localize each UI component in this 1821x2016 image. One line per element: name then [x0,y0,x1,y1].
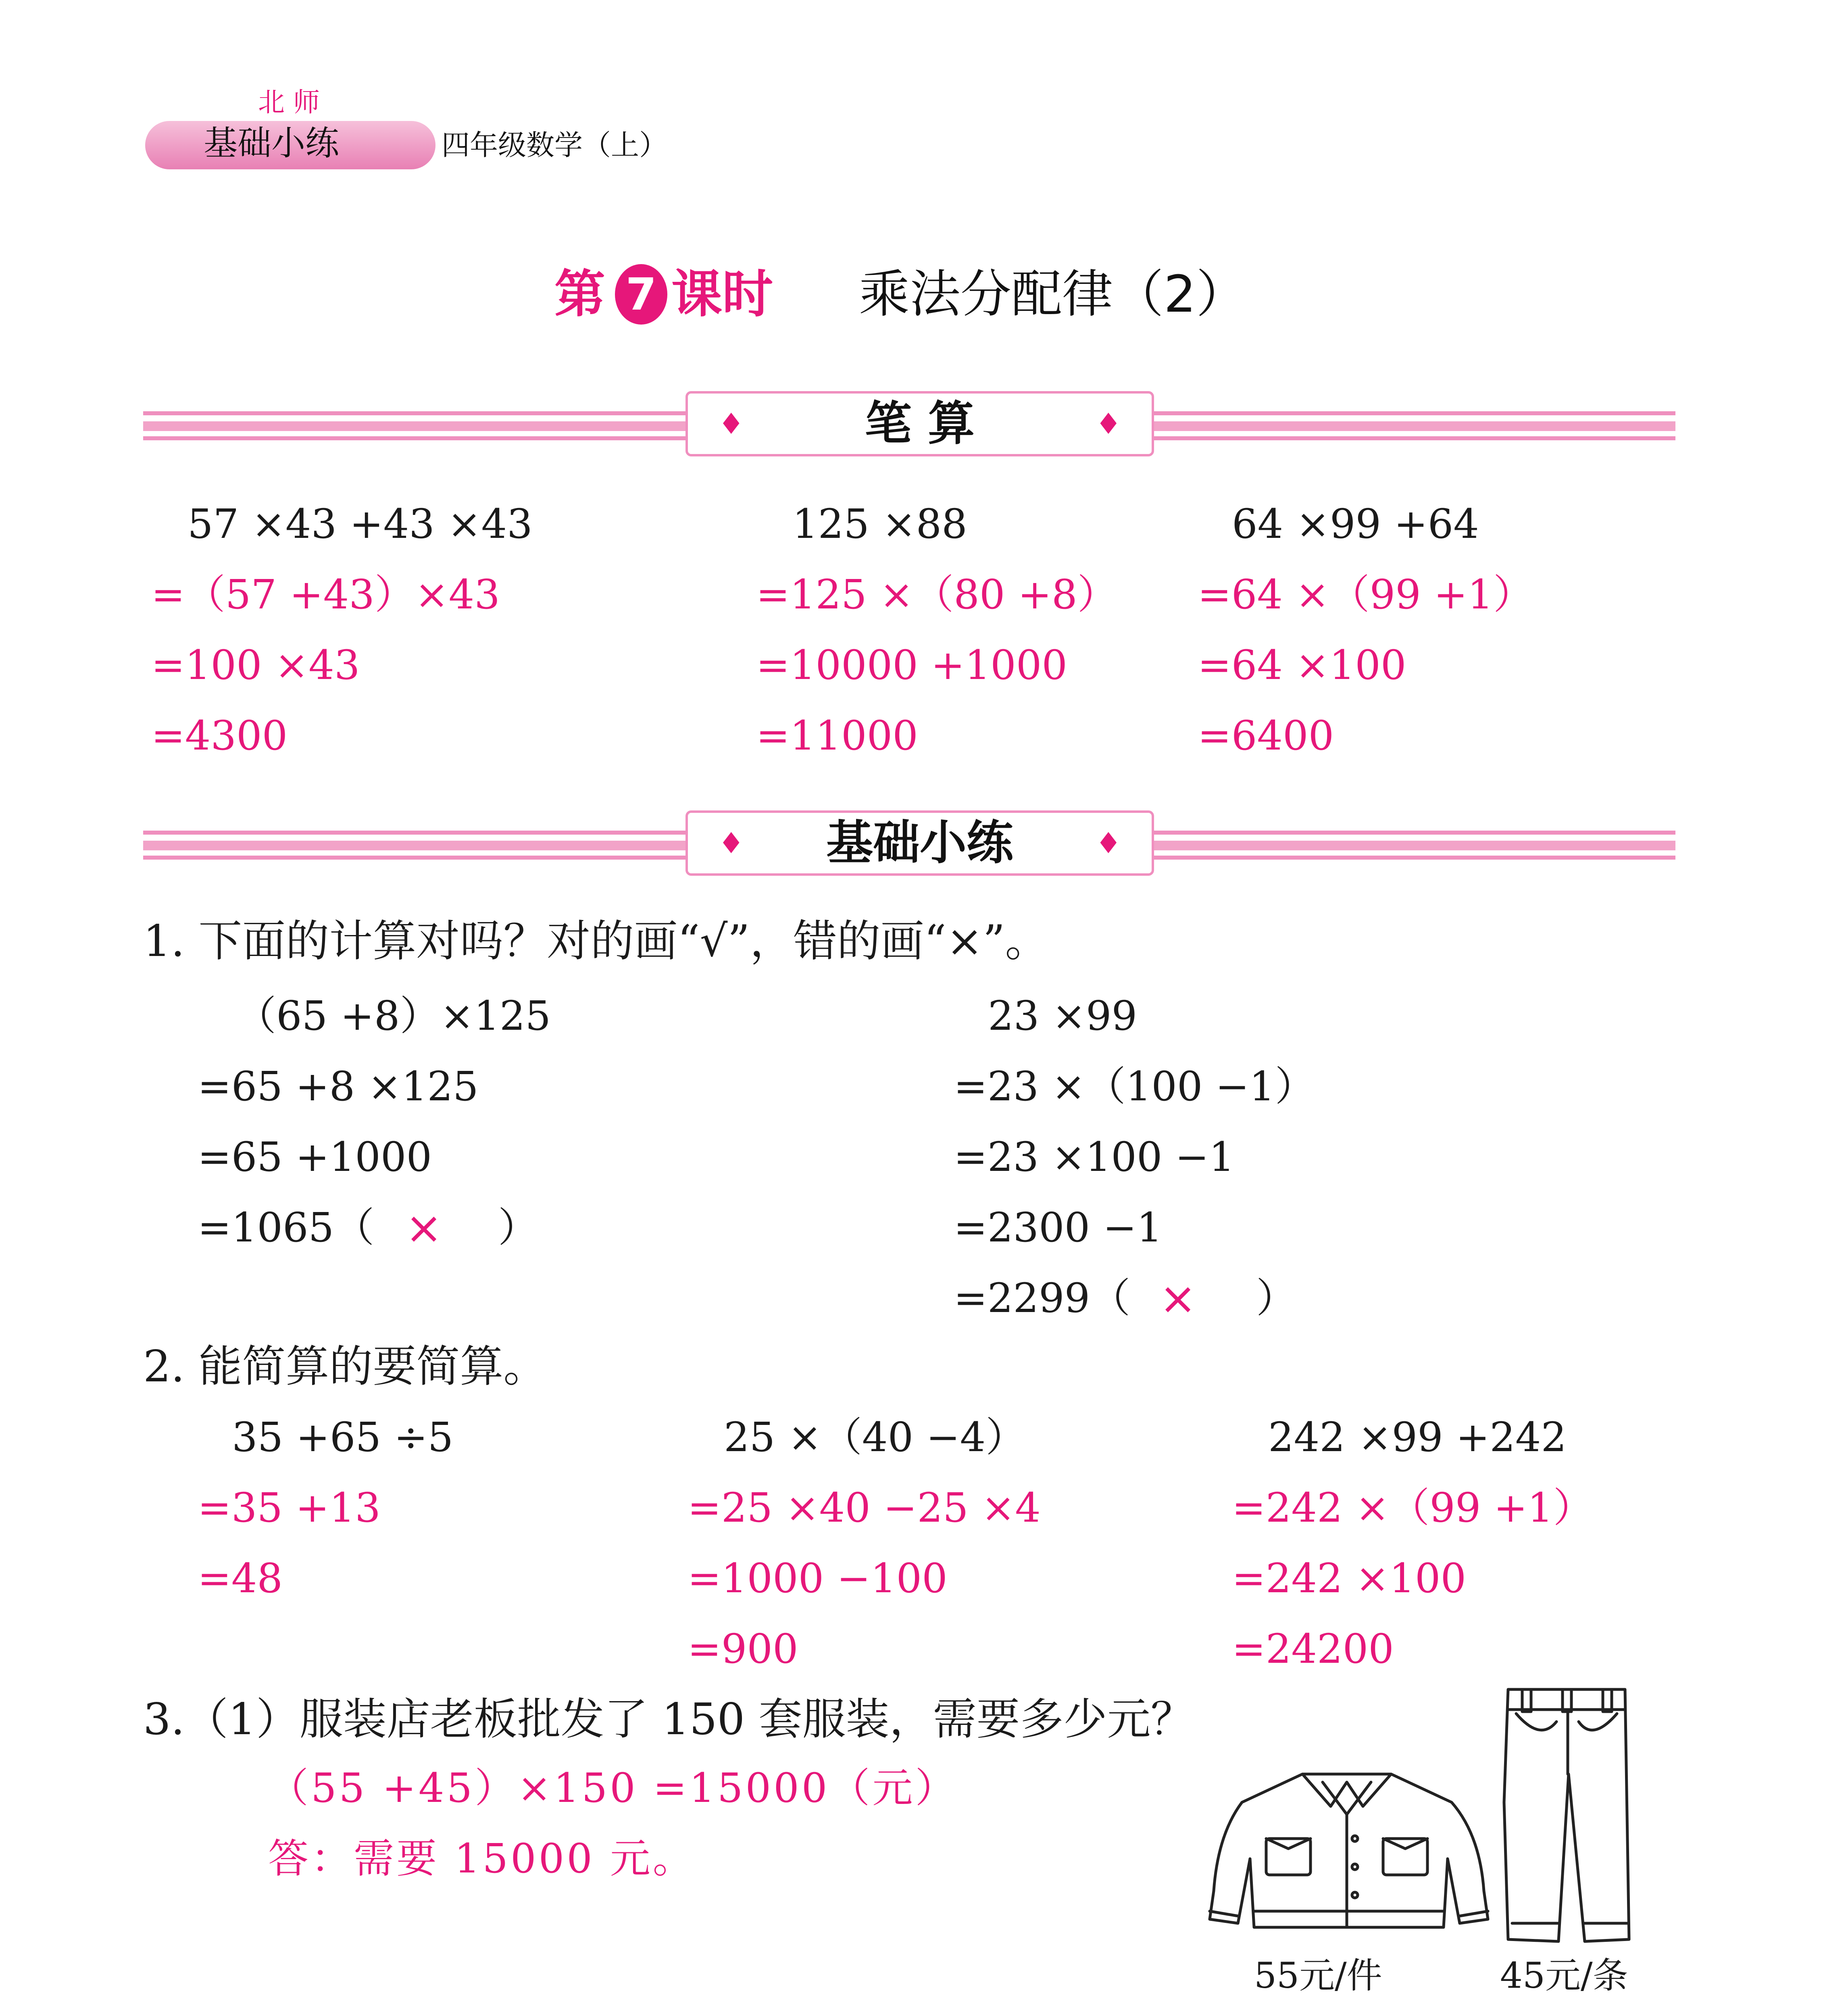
q2-c1-step: =35 +13 [198,1484,381,1531]
section-label: 笔 算 [865,396,975,451]
q1-left-line: =1065（ [198,1204,375,1251]
q2-c3-step: =242 ×100 [1232,1555,1467,1602]
diamond-icon: ♦ [1095,826,1121,860]
diamond-icon: ♦ [718,407,744,441]
q1-left-line: =65 +1000 [198,1133,432,1181]
bisuan-c1-problem: 57 ×43 +43 ×43 [188,500,533,548]
q2-c2-problem: 25 ×（40 −4） [724,1414,1026,1461]
q1-right-line: =2299（ [954,1275,1131,1322]
q2-c1-step: =48 [198,1555,283,1602]
title-prefix: 第 [554,264,605,324]
q3-part1-prompt: 3.（1）服装店老板批发了 150 套服装，需要多少元？ [143,1694,1194,1745]
bisuan-c3-problem: 64 ×99 +64 [1232,500,1479,548]
q2-c3-problem: 242 ×99 +242 [1268,1414,1567,1461]
jacket-price-caption: 55元/件 [1254,1955,1382,1996]
q2-c3-step: =24200 [1232,1625,1394,1672]
q2-c2-step: =25 ×40 −25 ×4 [688,1484,1041,1531]
bisuan-c2-problem: 125 ×88 [792,500,967,548]
q1-right-line: 23 ×99 [988,992,1138,1039]
pants-illustration [1492,1681,1637,1951]
bisuan-c2-step: =11000 [756,712,918,759]
title-topic: 乘法分配律（2） [859,264,1247,324]
q2-c2-step: =1000 −100 [688,1555,948,1602]
bisuan-c1-step: =100 ×43 [151,641,360,689]
q3-part1-calculation: （55 +45）×150 =15000（元） [268,1764,958,1812]
diamond-icon: ♦ [1095,407,1121,441]
q1-right-line: =2300 −1 [954,1204,1163,1251]
section-label: 基础小练 [826,816,1013,870]
q2-c3-step: =242 ×（99 +1） [1232,1484,1594,1531]
bisuan-c3-step: =6400 [1198,712,1334,759]
bisuan-c1-step: =4300 [151,712,288,759]
section-header-practice [685,810,1154,876]
bisuan-c2-step: =10000 +1000 [756,641,1067,689]
section-header-bisuan [685,391,1154,456]
q1-right-answer-mark: × [1159,1272,1197,1324]
q1-left-paren-close: ） [498,1204,538,1251]
q1-prompt: 1. 下面的计算对吗？对的画“√”，错的画“×”。 [143,916,1049,966]
header-subtitle: 四年级数学（上） [442,129,667,162]
jacket-illustration [1202,1758,1492,1951]
q3-part1-answer: 答：需要 15000 元。 [268,1835,696,1882]
q2-c1-problem: 35 +65 ÷5 [232,1414,454,1461]
q1-left-answer-mark: × [405,1202,443,1254]
brand-main-text: 基础小练 [204,123,340,163]
bisuan-c1-step: =（57 +43）×43 [151,571,500,618]
bisuan-c3-step: =64 ×（99 +1） [1198,571,1534,618]
lesson-number-badge: 7 [615,264,667,325]
q2-c2-step: =900 [688,1625,798,1672]
q1-right-line: =23 ×100 −1 [954,1133,1235,1181]
bisuan-c2-step: =125 ×（80 +8） [756,571,1118,618]
pants-price-caption: 45元/条 [1500,1955,1628,1996]
title-suffix: 课时 [671,264,773,324]
bisuan-c3-step: =64 ×100 [1198,641,1406,689]
q1-right-paren-close: ） [1256,1275,1296,1322]
brand-top-text: 北 师 [258,87,320,118]
q1-right-line: =23 ×（100 −1） [954,1063,1315,1110]
q1-left-line: （65 +8）×125 [236,992,551,1039]
diamond-icon: ♦ [718,826,744,860]
q1-left-line: =65 +8 ×125 [198,1063,479,1110]
q2-prompt: 2. 能简算的要简算。 [143,1341,547,1392]
